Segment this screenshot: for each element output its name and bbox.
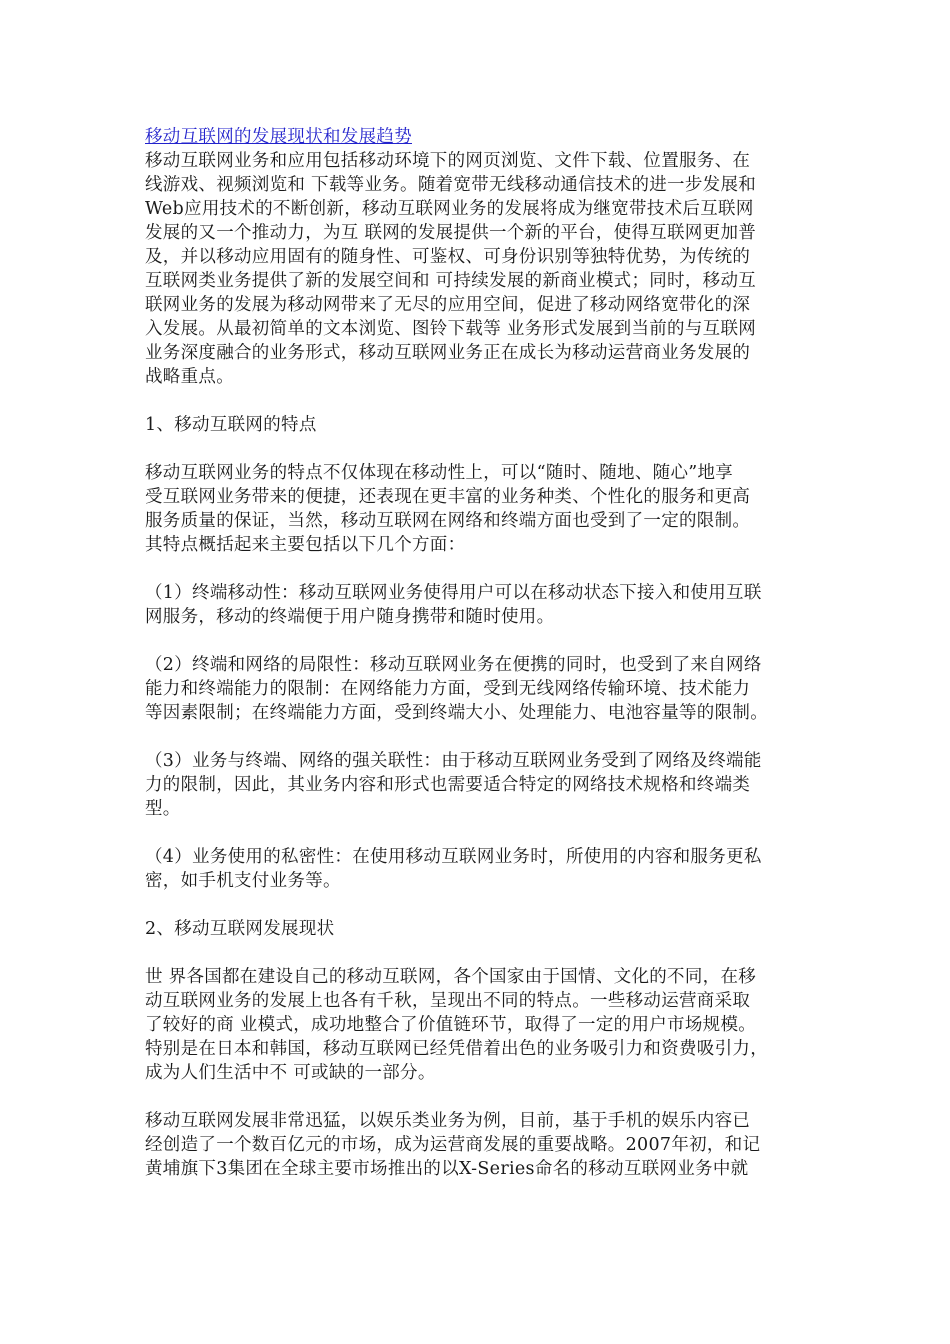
text-line: 世 界各国都在建设自己的移动互联网，各个国家由于国情、文化的不同，在移 [145, 967, 757, 987]
section-1-paragraph [145, 461, 805, 557]
text-line: 互联网类业务提供了新的发展空间和 可持续发展的新商业模式；同时，移动互 [145, 271, 757, 291]
text-line: 战略重点。 [145, 367, 234, 387]
text-line: 了较好的商 业模式，成功地整合了价值链环节，取得了一定的用户市场规模。 [145, 1015, 757, 1035]
intro-paragraph [145, 149, 805, 389]
document-page [145, 125, 805, 1181]
section-2-paragraph-2 [145, 1109, 805, 1181]
text-line: （4）业务使用的私密性：在使用移动互联网业务时，所使用的内容和服务更私 [145, 847, 762, 867]
spacer [145, 821, 805, 845]
text-line: 型。 [145, 799, 181, 819]
text-line: （1）终端移动性：移动互联网业务使得用户可以在移动状态下接入和使用互联 [145, 583, 762, 603]
spacer [145, 557, 805, 581]
text-line: 移动互联网业务和应用包括移动环境下的网页浏览、文件下载、位置服务、在 [145, 151, 751, 171]
text-line: 成为人们生活中不 可或缺的一部分。 [145, 1063, 436, 1083]
text-line: 移动互联网发展非常迅猛，以娱乐类业务为例，目前，基于手机的娱乐内容已 [145, 1111, 751, 1131]
text-line: Web应用技术的不断创新，移动互联网业务的发展将成为继宽带技术后互联网 [145, 199, 754, 219]
spacer [145, 437, 805, 461]
spacer [145, 893, 805, 917]
title-link[interactable]: 移动互联网的发展现状和发展趋势 [145, 127, 412, 147]
text-line: 线游戏、视频浏览和 下载等业务。随着宽带无线移动通信技术的进一步发展和 [145, 175, 757, 195]
spacer [145, 629, 805, 653]
document-title-link[interactable] [145, 125, 805, 149]
text-line: 密，如手机支付业务等。 [145, 871, 341, 891]
text-line: 联网业务的发展为移动网带来了无尽的应用空间，促进了移动网络宽带化的深 [145, 295, 751, 315]
feature-item-2 [145, 653, 805, 725]
spacer [145, 389, 805, 413]
section-2-paragraph-1 [145, 965, 805, 1085]
text-line: （3）业务与终端、网络的强关联性：由于移动互联网业务受到了网络及终端能 [145, 751, 762, 771]
text-line: 力的限制，因此，其业务内容和形式也需要适合特定的网络技术规格和终端类 [145, 775, 751, 795]
feature-item-4 [145, 845, 805, 893]
text-line: 业务深度融合的业务形式，移动互联网业务正在成长为移动运营商业务发展的 [145, 343, 751, 363]
text-line: 及，并以移动应用固有的随身性、可鉴权、可身份识别等独特优势，为传统的 [145, 247, 751, 267]
feature-item-1 [145, 581, 805, 629]
text-line: 动互联网业务的发展上也各有千秋，呈现出不同的特点。一些移动运营商采取 [145, 991, 751, 1011]
spacer [145, 941, 805, 965]
text-line: 入发展。从最初简单的文本浏览、图铃下载等 业务形式发展到当前的与互联网 [145, 319, 757, 339]
text-line: 服务质量的保证，当然，移动互联网在网络和终端方面也受到了一定的限制。 [145, 511, 751, 531]
text-line: 移动互联网业务的特点不仅体现在移动性上，可以“随时、随地、随心”地享 [145, 463, 734, 483]
spacer [145, 1085, 805, 1109]
text-line: 网服务，移动的终端便于用户随身携带和随时使用。 [145, 607, 555, 627]
text-line: 经创造了一个数百亿元的市场，成为运营商发展的重要战略。2007年初，和记 [145, 1135, 761, 1155]
text-line: 发展的又一个推动力，为互 联网的发展提供一个新的平台，使得互联网更加普 [145, 223, 757, 243]
text-line: 能力和终端能力的限制：在网络能力方面，受到无线网络传输环境、技术能力 [145, 679, 751, 699]
spacer [145, 725, 805, 749]
text-line: 黄埔旗下3集团在全球主要市场推出的以X-Series命名的移动互联网业务中就 [145, 1159, 749, 1179]
text-line: 受互联网业务带来的便捷，还表现在更丰富的业务种类、个性化的服务和更高 [145, 487, 751, 507]
text-line: （2）终端和网络的局限性：移动互联网业务在便携的同时，也受到了来自网络 [145, 655, 762, 675]
section-2-heading: 2、移动互联网发展现状 [145, 919, 335, 939]
text-line: 特别是在日本和韩国，移动互联网已经凭借着出色的业务吸引力和资费吸引力， [145, 1039, 768, 1059]
feature-item-3 [145, 749, 805, 821]
text-line: 等因素限制；在终端能力方面，受到终端大小、处理能力、电池容量等的限制。 [145, 703, 768, 723]
section-1-heading: 1、移动互联网的特点 [145, 415, 317, 435]
text-line: 其特点概括起来主要包括以下几个方面： [145, 535, 466, 555]
